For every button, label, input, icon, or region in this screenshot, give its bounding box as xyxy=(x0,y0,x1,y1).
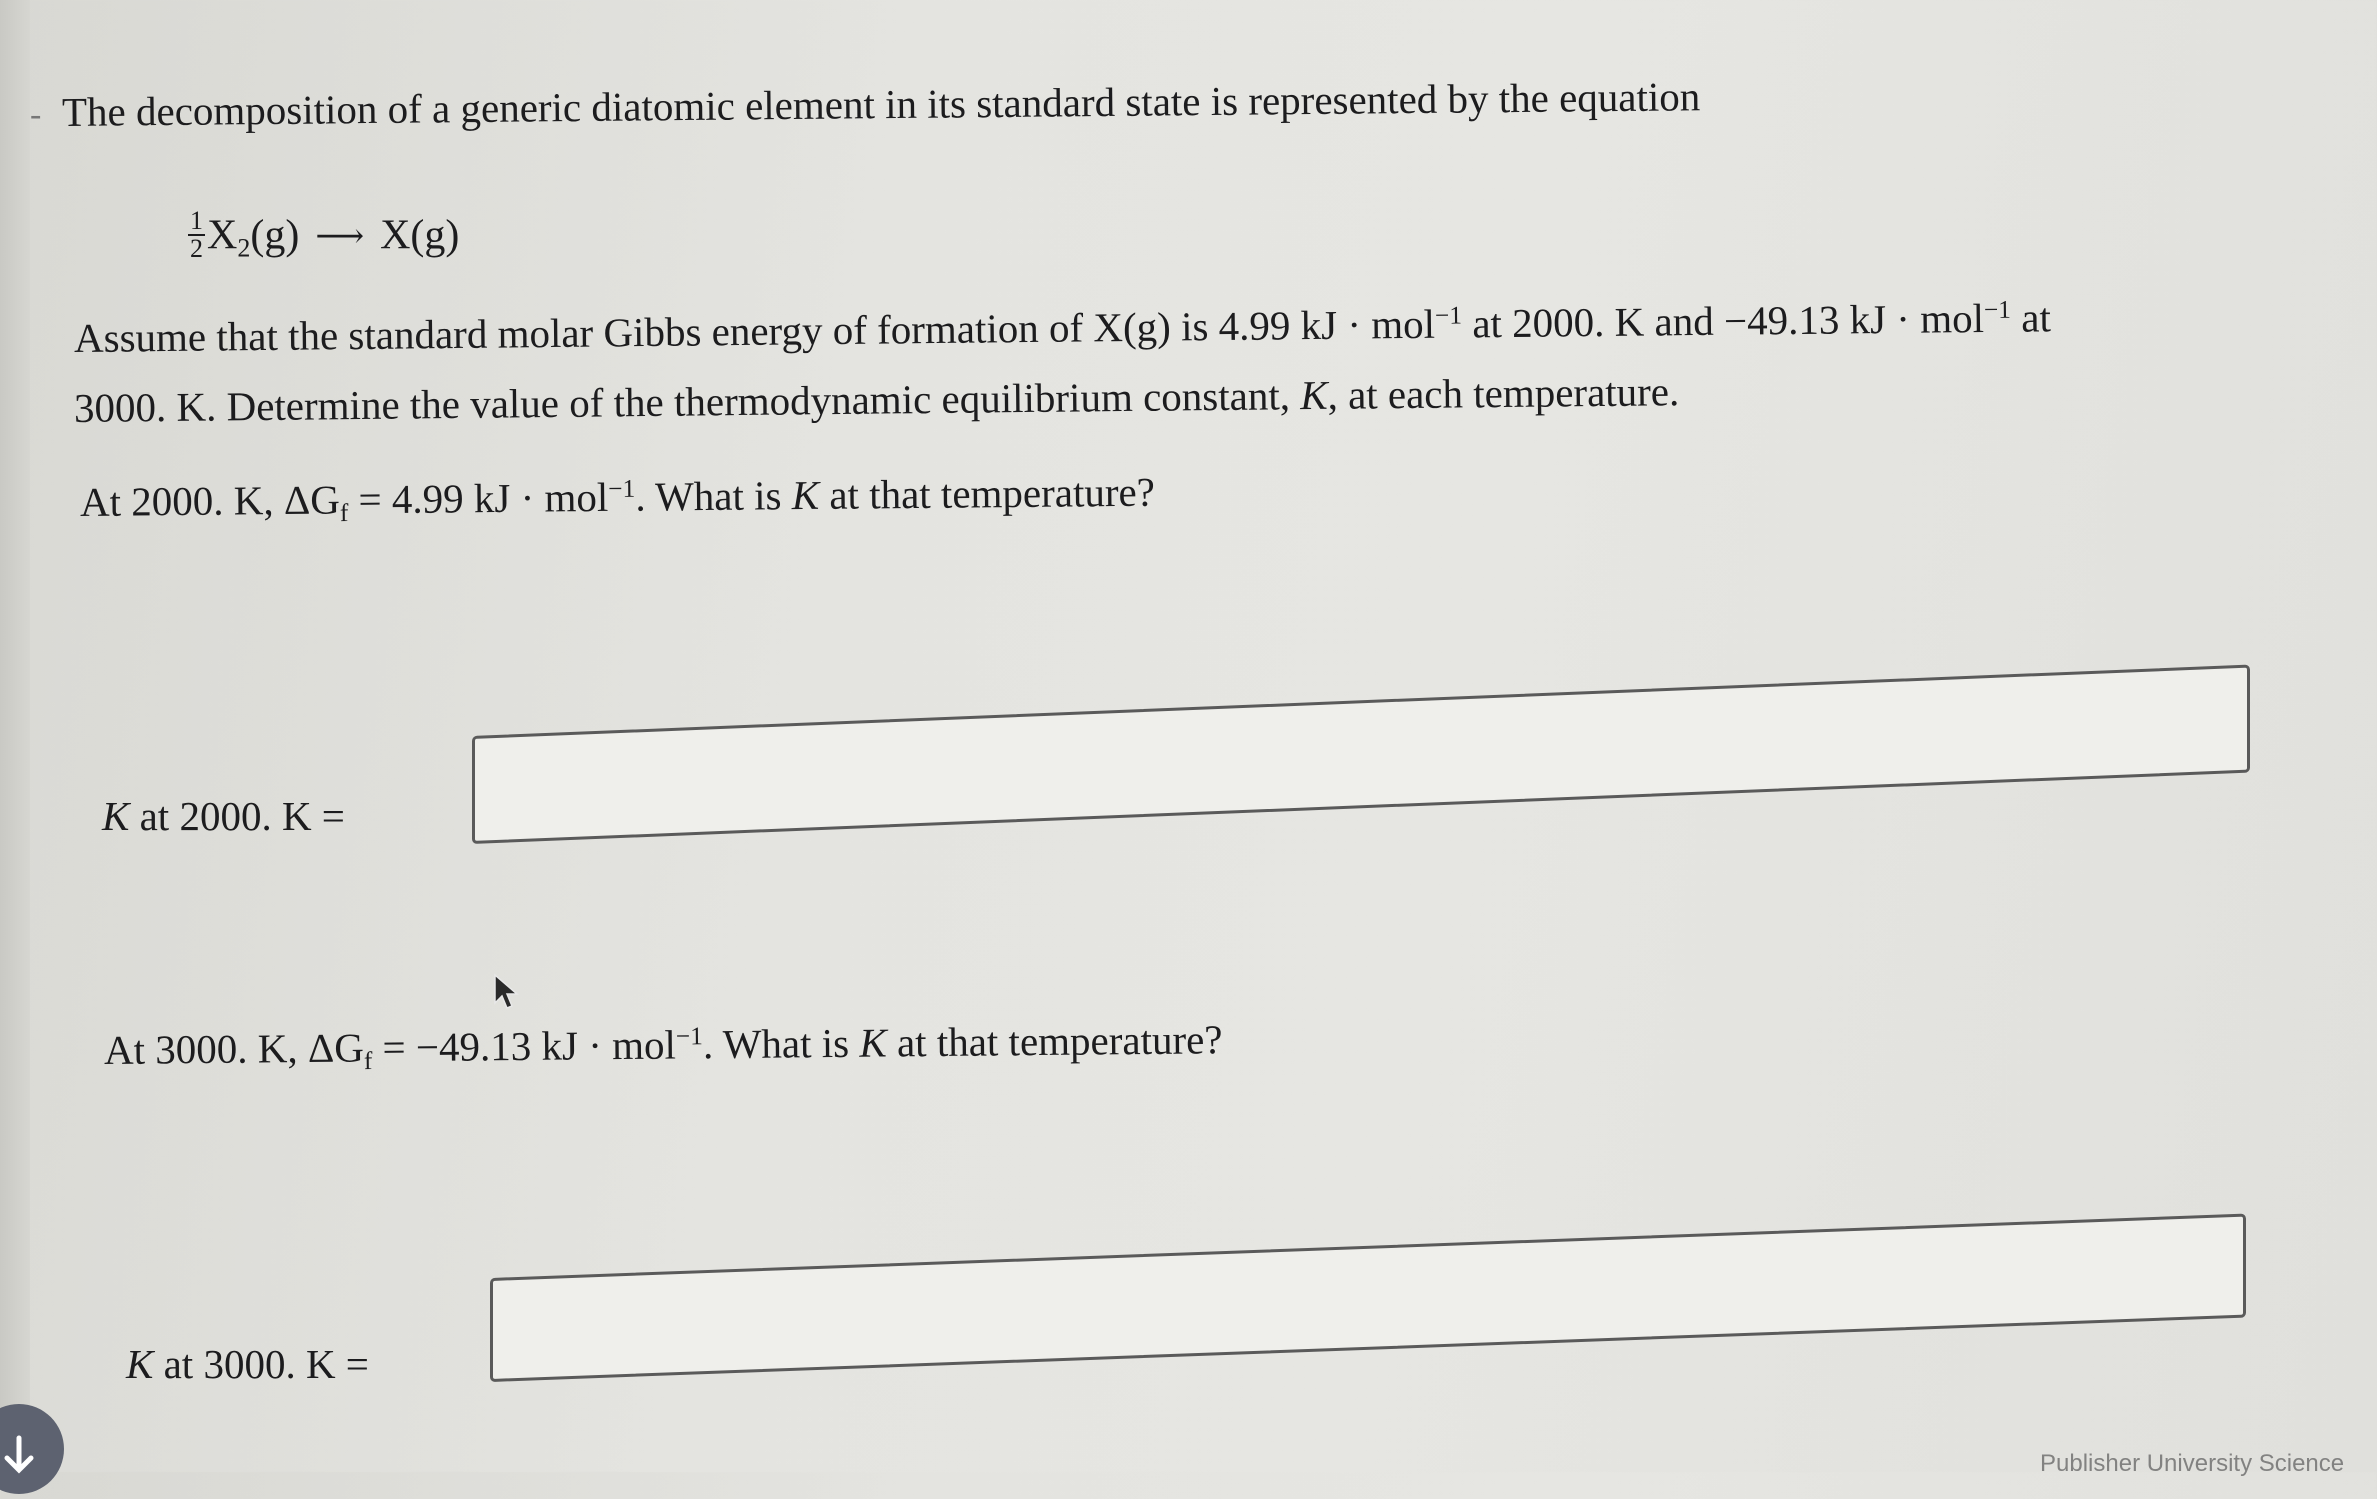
part2-question-text: At 3000. K, ΔG xyxy=(103,1024,365,1073)
coefficient-denominator: 2 xyxy=(190,234,203,263)
k-2000-label xyxy=(102,793,345,839)
mouse-pointer-icon xyxy=(492,972,522,1012)
assumption-text: , at each temperature. xyxy=(1327,368,1680,418)
assumption-text: Assume that the standard molar Gibbs energy of formation of X(g) is 4.99 kJ · mol xyxy=(73,300,1436,361)
equilibrium-constant-symbol: K xyxy=(1299,371,1328,419)
k-3000-answer-input[interactable] xyxy=(490,1214,2246,1382)
k-2000-answer-input[interactable] xyxy=(472,665,2250,844)
part1-question-text: = 4.99 kJ · mol xyxy=(348,473,609,523)
publisher-footer: Publisher University Science xyxy=(2040,1450,2345,1477)
equation-product: X(g) xyxy=(380,212,460,259)
unit-exponent: −1 xyxy=(675,1022,704,1051)
part2-question-text: at that temperature? xyxy=(886,1016,1223,1066)
question-bullet: - xyxy=(30,96,42,133)
part1-question-text: At 2000. K, ΔG xyxy=(79,476,341,525)
equilibrium-constant-symbol: K xyxy=(102,793,130,839)
part1-question xyxy=(79,468,1156,528)
part1-question-text: at that temperature? xyxy=(818,468,1156,518)
gibbs-subscript: f xyxy=(339,499,349,528)
gibbs-subscript: f xyxy=(363,1047,373,1076)
assumption-text: 3000. K. Determine the value of the thermodynamic equilibrium constant, xyxy=(73,372,1301,431)
k-3000-label xyxy=(126,1341,369,1387)
part2-question-text: = −49.13 kJ · mol xyxy=(372,1021,677,1071)
equation-coefficient xyxy=(188,208,205,262)
reaction-arrow: ⟶ xyxy=(315,217,365,255)
equation-reactant-state: (g) xyxy=(250,212,300,259)
page-left-margin xyxy=(0,0,30,1472)
part1-question-text: . What is xyxy=(635,472,792,520)
part2-question-text: . What is xyxy=(702,1019,860,1068)
download-arrow-icon xyxy=(0,1404,64,1494)
assumption-text: at xyxy=(2010,294,2052,341)
unit-exponent: −1 xyxy=(1434,301,1463,330)
download-icon[interactable] xyxy=(0,1404,64,1494)
unit-exponent: −1 xyxy=(1983,295,2012,325)
reaction-equation xyxy=(188,206,460,266)
k-3000-label-text: at 3000. K = xyxy=(153,1341,369,1387)
part2-question xyxy=(103,1016,1223,1076)
assumption-text: at 2000. K and −49.13 kJ · mol xyxy=(1461,294,1985,347)
k-2000-label-text: at 2000. K = xyxy=(129,793,345,839)
coefficient-numerator: 1 xyxy=(190,206,203,235)
equilibrium-constant-symbol: K xyxy=(791,471,820,519)
question-assumption-line-1 xyxy=(73,294,2052,361)
equation-reactant: X xyxy=(207,212,238,259)
equilibrium-constant-symbol: K xyxy=(859,1019,887,1066)
equilibrium-constant-symbol: K xyxy=(126,1341,154,1387)
question-assumption-line-2 xyxy=(73,368,1680,431)
equation-reactant-subscript: 2 xyxy=(237,233,251,263)
question-intro: The decomposition of a generic diatomic element in its standard state is represented by the equation xyxy=(61,73,1701,135)
unit-exponent: −1 xyxy=(608,474,636,503)
